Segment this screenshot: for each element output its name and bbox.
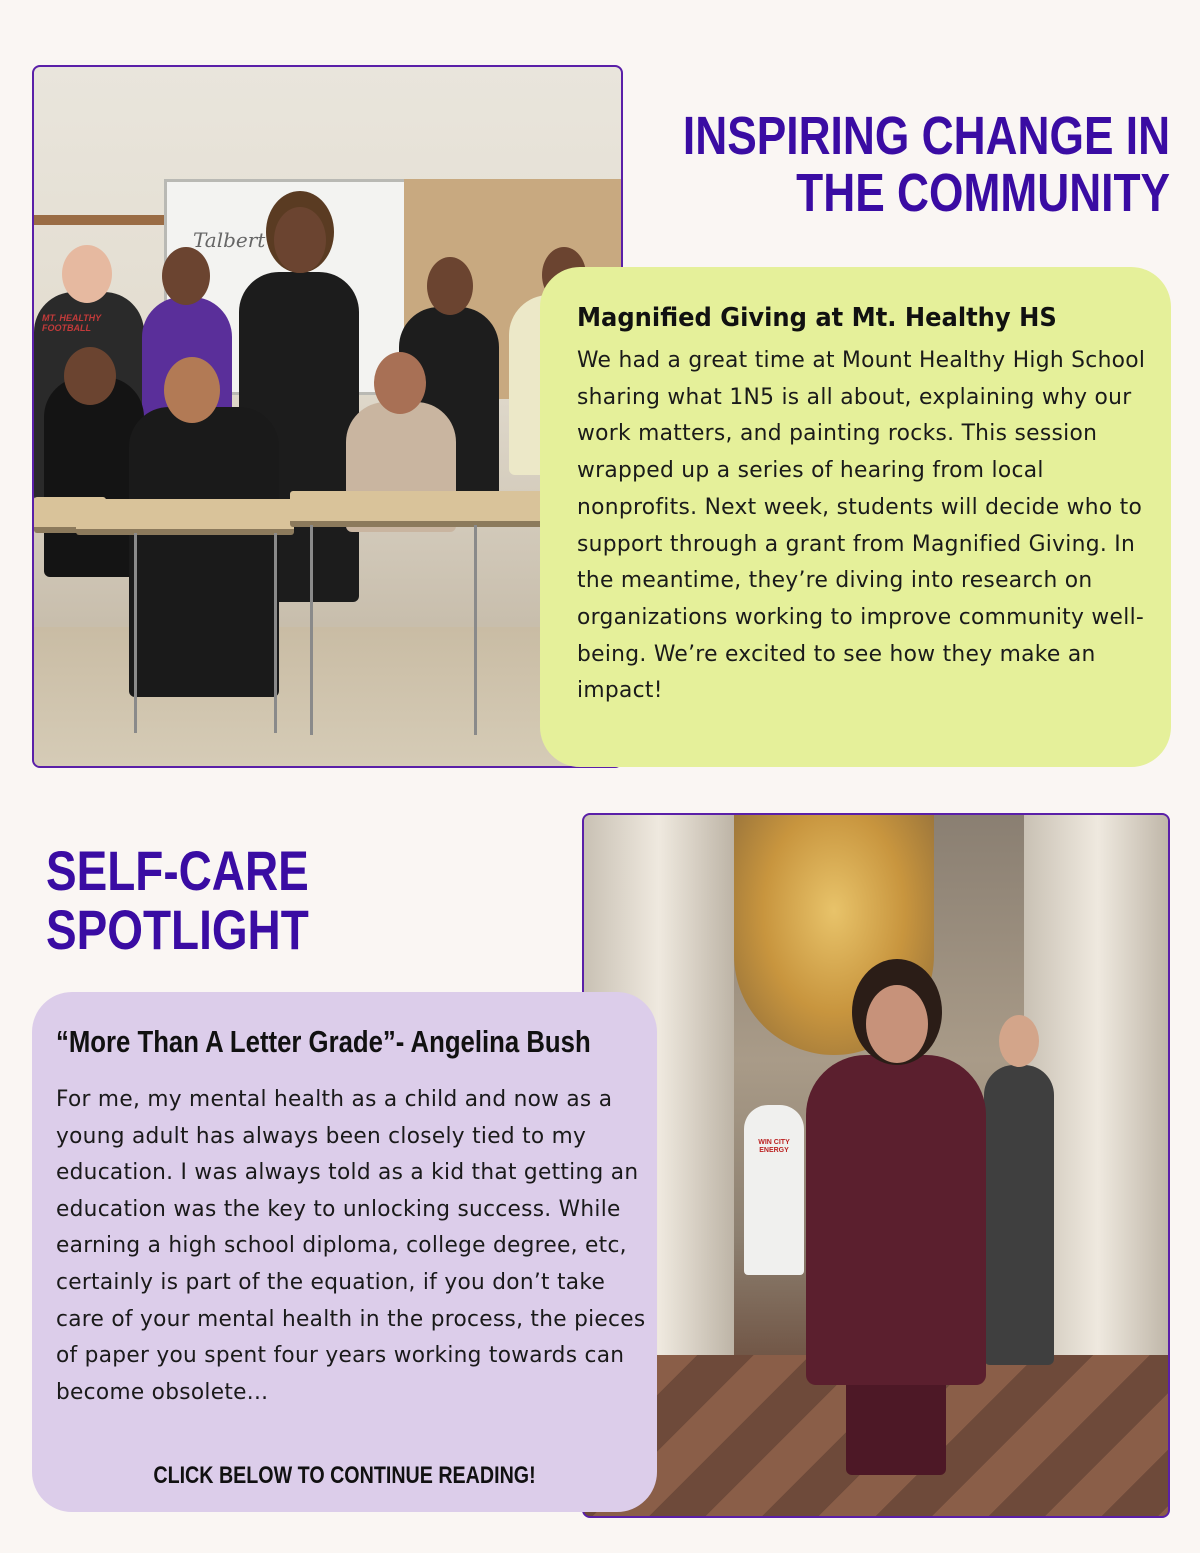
shirt-text: WIN CITY ENERGY	[758, 1139, 790, 1154]
community-story-card	[540, 267, 1171, 767]
desk-leg	[134, 533, 137, 733]
person-head	[427, 257, 473, 315]
library-photo	[582, 813, 1170, 1518]
person-head	[374, 352, 426, 414]
person-seated-boy	[129, 407, 279, 697]
story-body: For me, my mental health as a child and now as a young adult has always been closely tied to my education. I was always told as a kid that getting an education was the key to unlocking success. While earning a high school diploma, college degree, etc, certainly is part of the equation, if you don’t take care of your mental health in the process, the pieces of paper you spent four years working towards can become obsolete...	[56, 1087, 646, 1405]
selfcare-story-card	[32, 992, 657, 1512]
heading-line: SELF-CARE	[46, 839, 309, 902]
background-visitor	[744, 1105, 804, 1275]
shirt-text: MT. HEALTHY FOOTBALL	[42, 313, 101, 333]
section-heading-selfcare	[46, 839, 309, 961]
heading-line: SPOTLIGHT	[46, 897, 309, 961]
person-head	[274, 207, 326, 273]
heading-line: INSPIRING CHANGE IN	[682, 106, 1170, 166]
person-head	[162, 247, 210, 305]
continue-reading-link[interactable]: CLICK BELOW TO CONTINUE READING!	[153, 1462, 536, 1489]
person-head	[866, 985, 928, 1063]
story-title: Magnified Giving at Mt. Healthy HS	[577, 303, 1057, 333]
desk	[290, 491, 490, 527]
desk-leg	[274, 533, 277, 733]
section-heading-community	[683, 108, 1170, 221]
person-head	[164, 357, 220, 423]
classroom-photo	[32, 65, 623, 768]
person-angelina	[806, 1055, 986, 1385]
whiteboard-name-text: Talbert	[193, 228, 266, 252]
heading-line: THE COMMUNITY	[796, 162, 1170, 223]
story-title: “More Than A Letter Grade”- Angelina Bush	[56, 1024, 591, 1059]
desk-leg	[310, 525, 313, 735]
desk-leg	[474, 525, 477, 735]
person-head	[64, 347, 116, 405]
person-head	[62, 245, 112, 303]
classroom-floor	[34, 627, 621, 768]
person-head	[999, 1015, 1039, 1067]
person-man	[984, 1065, 1054, 1365]
desk	[76, 499, 294, 535]
story-body: We had a great time at Mount Healthy High School sharing what 1N5 is all about, explaining why our work matters, and painting rocks. This session wrapped up a series of hearing from local nonprofits. Next week, students will decide who to support through a grant from Magnified Giving. In the meantime, they’re diving into research on organizations working to improve community well-being. We’re excited to see how they make an impact!	[577, 348, 1146, 704]
